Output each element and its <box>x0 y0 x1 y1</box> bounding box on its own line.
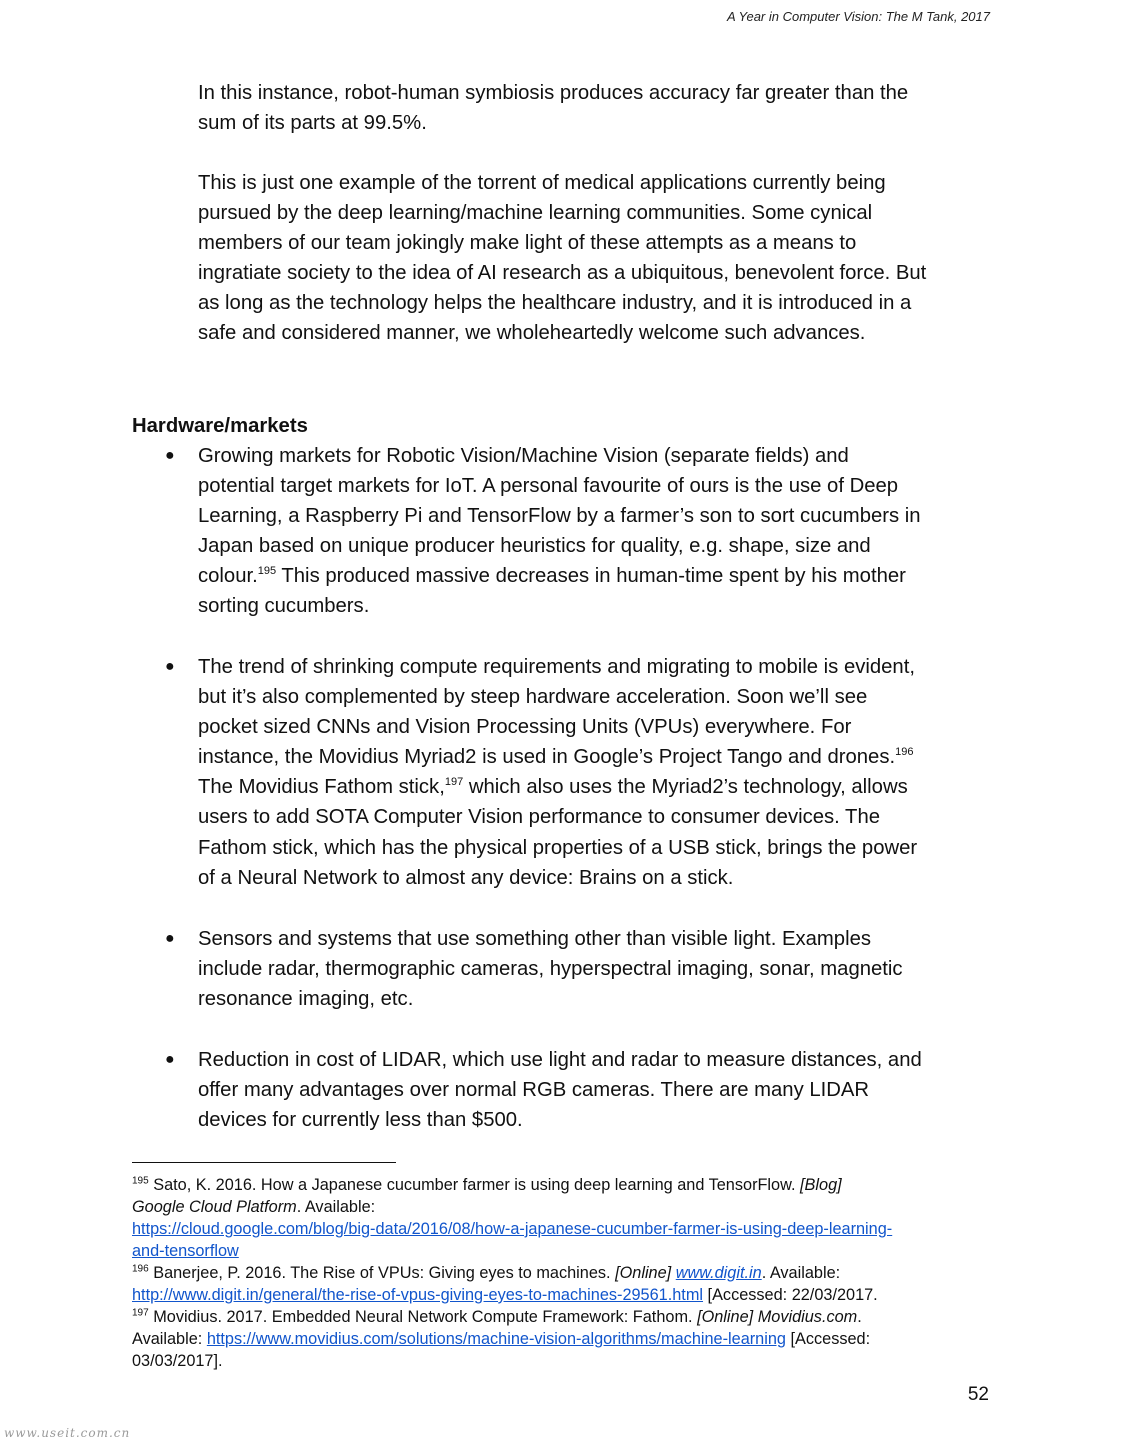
intro-paragraph-1 <box>198 78 998 138</box>
text-fragment: [Accessed: 22/03/2017. <box>703 1286 878 1304</box>
footnote-195 <box>132 1174 1002 1196</box>
text-line: resonance imaging, etc. <box>198 988 414 1011</box>
footnote-number: 197 <box>132 1307 149 1319</box>
text-line: Learning, a Raspberry Pi and TensorFlow by a farmer’s son to sort cucumbers in <box>198 505 921 528</box>
footnote-link[interactable]: and-tensorflow <box>132 1242 239 1260</box>
footnote-separator <box>132 1162 396 1163</box>
text-fragment: Banerjee, P. 2016. The Rise of VPUs: Giving eyes to machines. <box>148 1264 616 1282</box>
text-line: members of our team jokingly make light of these attempts as a means to <box>198 232 857 255</box>
text-fragment: [Accessed: <box>785 1330 871 1348</box>
text-line: Sensors and systems that use something other than visible light. Examples <box>198 928 872 950</box>
text-line: Fathom stick, which has the physical properties of a USB stick, brings the power <box>198 836 918 859</box>
text-line: 03/03/2017]. <box>132 1352 223 1370</box>
text-line <box>132 1328 1002 1350</box>
text-line: Japan based on unique producer heuristics for quality, e.g. shape, size and <box>198 535 871 558</box>
footnote-ref-195[interactable]: 195 <box>257 564 277 577</box>
text-line: but it’s also complemented by steep hardware acceleration. Soon we’ll see <box>198 686 868 709</box>
text-line <box>132 1196 1002 1218</box>
footnote-link[interactable]: https://www.movidius.com/solutions/machine-vision-algorithms/machine-learning <box>206 1330 786 1348</box>
footnote-ref-197[interactable]: 197 <box>444 775 464 788</box>
text-fragment: This produced massive decreases in human-time spent by his mother <box>276 565 906 588</box>
footnote-link[interactable]: https://cloud.google.com/blog/big-data/2016/08/how-a-japanese-cucumber-farmer-is-using-deep-learning- <box>132 1220 893 1238</box>
bullet-item-3 <box>198 924 998 1014</box>
bullet-item-1 <box>198 441 998 622</box>
bullet-icon: ● <box>165 930 175 947</box>
text-fragment: . <box>857 1308 862 1326</box>
text-line: safe and considered manner, we wholeheartedly welcome such advances. <box>198 322 866 345</box>
text-fragment: which also uses the Myriad2’s technology, allows <box>463 776 908 799</box>
text-line <box>132 1218 1002 1240</box>
text-fragment: Google Cloud Platform <box>132 1198 297 1216</box>
text-line: In this instance, robot-human symbiosis produces accuracy far greater than the <box>198 82 909 104</box>
text-fragment: [Online] Movidius.com <box>697 1308 858 1326</box>
footnote-number: 196 <box>132 1263 149 1275</box>
text-line: sorting cucumbers. <box>198 595 370 618</box>
text-fragment: Sato, K. 2016. How a Japanese cucumber farmer is using deep learning and TensorFlow. <box>148 1176 801 1194</box>
page-number: 52 <box>967 1384 989 1405</box>
footnote-link[interactable]: http://www.digit.in/general/the-rise-of-vpus-giving-eyes-to-machines-29561.html <box>132 1286 704 1304</box>
text-line: ingratiate society to the idea of AI research as a ubiquitous, benevolent force. But <box>198 262 927 285</box>
text-fragment: instance, the Movidius Myriad2 is used in Google’s Project Tango and drones. <box>198 746 896 769</box>
text-line: The trend of shrinking compute requirements and migrating to mobile is evident, <box>198 656 915 678</box>
bullet-icon: ● <box>165 658 175 675</box>
footnote-197 <box>132 1306 1002 1328</box>
bullet-item-2 <box>198 652 998 893</box>
text-line: sum of its parts at 99.5%. <box>198 112 427 135</box>
bullet-icon: ● <box>165 1051 175 1068</box>
text-fragment: [Blog] <box>800 1176 842 1194</box>
text-fragment: . Available: <box>296 1198 376 1216</box>
footnote-number: 195 <box>132 1175 149 1187</box>
text-line: This is just one example of the torrent of medical applications currently being <box>198 172 886 194</box>
bullet-item-4 <box>198 1045 998 1135</box>
text-line: as long as the technology helps the healthcare industry, and it is introduced in a <box>198 292 912 315</box>
text-line: offer many advantages over normal RGB cameras. There are many LIDAR <box>198 1079 870 1102</box>
text-fragment: . Available: <box>761 1264 841 1282</box>
text-fragment: Movidius. 2017. Embedded Neural Network Compute Framework: Fathom. <box>148 1308 698 1326</box>
text-line: users to add SOTA Computer Vision performance to consumer devices. The <box>198 806 881 829</box>
footnote-196 <box>132 1262 1002 1284</box>
text-line: pocket sized CNNs and Vision Processing Units (VPUs) everywhere. For <box>198 716 852 739</box>
text-line <box>198 772 998 802</box>
footnote-link-inline[interactable]: www.digit.in <box>675 1264 762 1282</box>
text-line <box>132 1284 1002 1306</box>
section-heading: Hardware/markets <box>132 415 308 437</box>
footnote-ref-196[interactable]: 196 <box>895 745 914 758</box>
text-fragment: [Online] <box>615 1264 672 1282</box>
text-line: of a Neural Network to almost any device: Brains on a stick. <box>198 866 734 889</box>
bullet-icon: ● <box>165 447 175 464</box>
footnotes <box>132 1174 1002 1372</box>
text-line: devices for currently less than $500. <box>198 1109 523 1132</box>
text-line: Reduction in cost of LIDAR, which use light and radar to measure distances, and <box>198 1049 922 1071</box>
text-line: Growing markets for Robotic Vision/Machine Vision (separate fields) and <box>198 445 849 467</box>
text-line: pursued by the deep learning/machine learning communities. Some cynical <box>198 202 873 225</box>
text-line <box>198 742 998 772</box>
intro-paragraph-2 <box>198 168 998 349</box>
text-fragment: The Movidius Fathom stick, <box>198 776 445 799</box>
text-line <box>132 1240 1002 1262</box>
text-line <box>198 561 998 591</box>
watermark: www.useit.com.cn <box>4 1426 131 1440</box>
text-line: potential target markets for IoT. A personal favourite of ours is the use of Deep <box>198 475 899 498</box>
running-header: A Year in Computer Vision: The M Tank, 2017 <box>726 9 990 24</box>
text-fragment: Available: <box>132 1330 207 1348</box>
text-fragment: colour. <box>198 565 258 588</box>
text-line: include radar, thermographic cameras, hyperspectral imaging, sonar, magnetic <box>198 958 903 981</box>
